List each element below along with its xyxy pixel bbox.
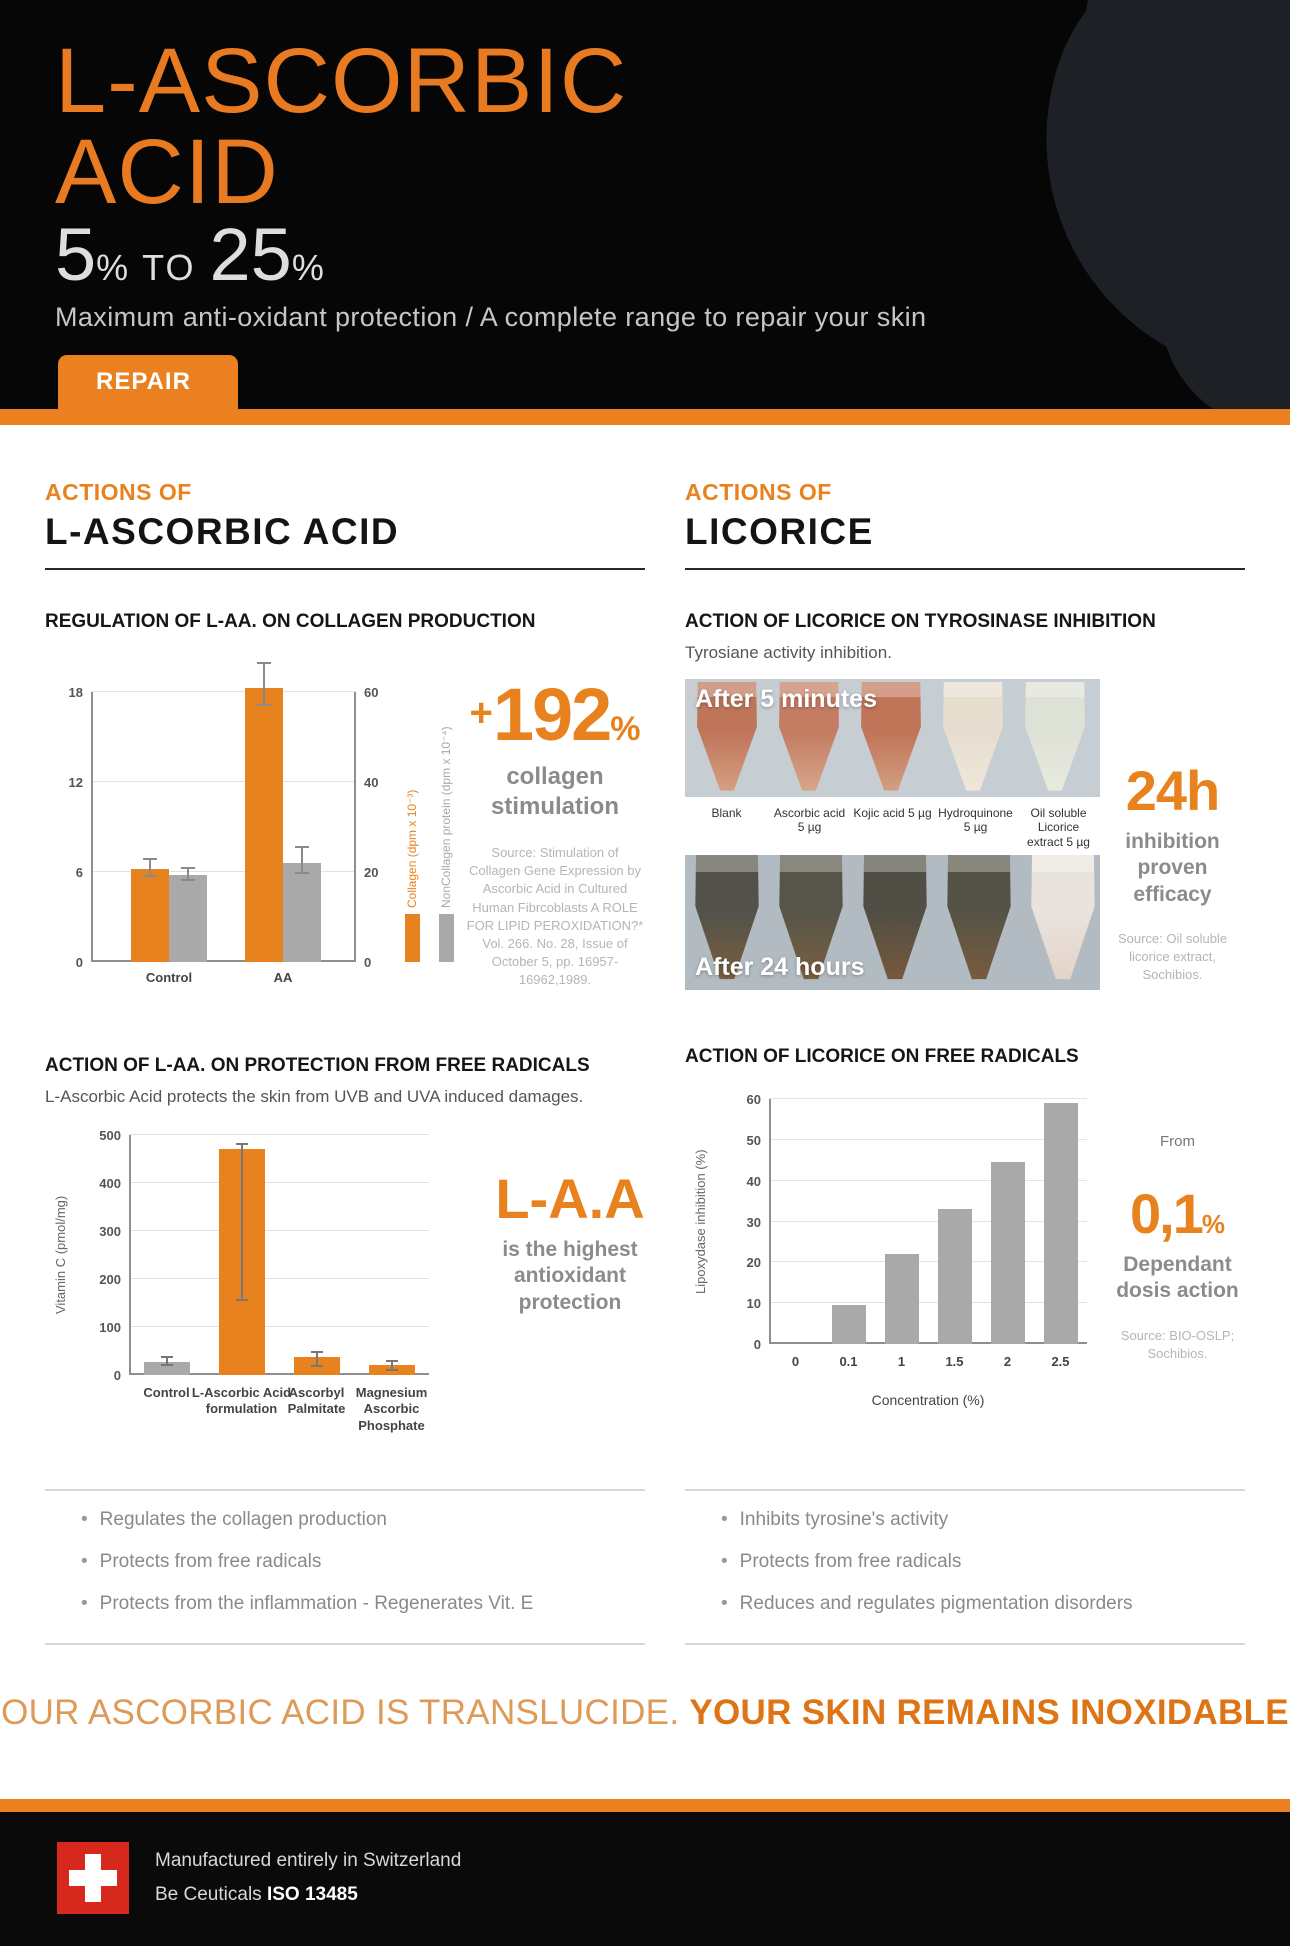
axis-tick-label: 60: [746, 1092, 761, 1107]
left-axis-tick: 6: [75, 865, 83, 880]
slogan: [0, 1693, 1290, 1733]
licorice-column: [685, 480, 1245, 1645]
bar: [169, 875, 207, 962]
bar: [991, 1162, 1025, 1344]
section-title: ACTION OF L-AA. ON PROTECTION FROM FREE RADICALS: [45, 1055, 590, 1076]
axis-tick-label: 0: [753, 1337, 761, 1352]
vitamin-c-chart: [45, 1125, 495, 1463]
l-ascorbic-acid-column: [45, 480, 645, 1645]
callout-value-line: [1110, 1182, 1245, 1245]
gridline: [769, 1221, 1087, 1222]
range-high: 25: [209, 213, 292, 296]
callout-value-line: [465, 673, 645, 756]
plot-area: [129, 1135, 429, 1375]
section-subtitle: L-Ascorbic Acid protects the skin from UVB and UVA induced damages.: [45, 1087, 584, 1106]
test-tube: [859, 855, 931, 983]
heading-rule: [685, 568, 1245, 570]
axis-tick-label: 50: [746, 1132, 761, 1148]
x-axis-line: [769, 1342, 1087, 1344]
legend-label: NonCollagen protein (dpm x 10⁻⁴): [439, 726, 453, 908]
gridline: [769, 1098, 1087, 1099]
callout-label: inhibition proven efficacy: [1125, 830, 1220, 906]
tubes-after-24-hours-photo: [685, 855, 1100, 990]
plot-area: [769, 1099, 1087, 1344]
list-item: • Inhibits tyrosine's activity: [721, 1507, 1245, 1533]
vitamin-c-chart-row: [45, 1125, 645, 1463]
bar: [832, 1305, 866, 1344]
slogan-bold: YOUR SKIN REMAINS INOXIDABLE: [689, 1693, 1289, 1732]
tube-label: Ascorbic acid 5 µg: [773, 806, 846, 835]
eyebrow: ACTIONS OF: [685, 479, 832, 505]
error-cap: [236, 1143, 248, 1145]
24h-efficacy-callout: [1100, 679, 1245, 990]
slogan-light: OUR ASCORBIC ACID IS TRANSLUCIDE.: [1, 1693, 680, 1732]
bar: [938, 1209, 972, 1344]
gridline: [129, 1278, 429, 1279]
left-axis-tick: 12: [68, 775, 83, 790]
category-label: 0: [791, 1354, 800, 1369]
error-cap: [236, 1299, 248, 1301]
category-label: Ascorbyl Palmitate: [287, 1385, 346, 1417]
tube-photos: [685, 679, 1100, 990]
callout-value: 24h: [1125, 759, 1220, 822]
axis-tick-label: 40: [746, 1173, 761, 1189]
right-axis-tick: 40: [364, 775, 379, 790]
error-cap: [295, 872, 309, 874]
category-label: AA: [273, 970, 293, 985]
callout-value: L-A.A: [495, 1167, 645, 1230]
footer-iso-badge: ISO 13485: [266, 1884, 358, 1906]
section-title: REGULATION OF L-AA. ON COLLAGEN PRODUCTION: [45, 611, 536, 632]
error-bar: [263, 664, 265, 706]
x-axis-label: Concentration (%): [871, 1392, 985, 1408]
footer-brand: Be Ceuticals: [155, 1884, 267, 1906]
bar: [131, 869, 169, 962]
header: [0, 0, 1290, 425]
callout-value: 0,1: [1130, 1182, 1202, 1245]
list-item: • Regulates the collagen production: [81, 1507, 645, 1533]
bar: [1044, 1103, 1078, 1344]
tubes-after-5-minutes-photo: [685, 679, 1100, 797]
collagen-production-chart: [45, 652, 465, 1014]
photo-caption: After 5 minutes: [695, 685, 877, 713]
test-tube: [943, 855, 1015, 983]
range-low: 5: [55, 213, 97, 296]
footer: [0, 1812, 1290, 1946]
category-label: 0.1: [839, 1354, 858, 1369]
tube-label: Hydroquinone 5 µg: [938, 806, 1013, 835]
gridline: [129, 1230, 429, 1231]
lipoxydase-chart-row: [685, 1087, 1245, 1432]
error-cap: [161, 1364, 173, 1366]
list-item: • Reduces and regulates pigmentation disorders: [721, 1591, 1245, 1617]
axis-tick-label: 0: [113, 1368, 121, 1383]
callout-value: 192: [492, 673, 611, 756]
lipoxydase-inhibition-chart: [685, 1087, 1110, 1432]
y-axis-line: [129, 1135, 131, 1375]
column-heading: LICORICE: [685, 511, 874, 552]
test-tube: [939, 682, 1007, 794]
left-axis-tick: 0: [75, 955, 83, 970]
page-title-line1: L-ASCORBIC: [55, 30, 628, 132]
error-bar: [301, 848, 303, 874]
axis-tick-label: 300: [99, 1224, 121, 1239]
error-cap: [143, 875, 157, 877]
page-title-line2: ACID: [55, 121, 279, 224]
axis-tick-label: 30: [746, 1214, 761, 1230]
plus-sign: +: [469, 691, 493, 735]
error-cap: [386, 1369, 398, 1371]
section-title: ACTION OF LICORICE ON TYROSINASE INHIBITION: [685, 611, 1156, 632]
ink-dot-decoration: [1108, 180, 1152, 224]
photo-caption: After 24 hours: [695, 953, 865, 981]
error-cap: [257, 704, 271, 706]
callout-prefix: From: [1160, 1133, 1195, 1150]
axis-tick-label: 200: [99, 1272, 121, 1287]
error-cap: [311, 1351, 323, 1353]
gridline: [769, 1261, 1087, 1262]
callout-label: is the highest antioxidant protection: [502, 1238, 638, 1314]
category-label: L-Ascorbic Acid formulation: [191, 1385, 292, 1417]
ink-dot-decoration: [1262, 330, 1288, 356]
dosis-action-callout: [1110, 1087, 1245, 1432]
source-note: Source: Oil soluble licorice extract, Sochibios.: [1117, 930, 1228, 983]
right-axis-line: [354, 692, 356, 962]
error-cap: [181, 867, 195, 869]
error-cap: [311, 1365, 323, 1367]
error-cap: [143, 858, 157, 860]
error-cap: [386, 1360, 398, 1362]
collagen-stimulation-callout: [465, 652, 645, 1014]
column-heading: L-ASCORBIC ACID: [45, 511, 400, 552]
left-axis-line: [91, 692, 93, 962]
callout-label: collagen stimulation: [490, 763, 619, 820]
section-title: ACTION OF LICORICE ON FREE RADICALS: [685, 1046, 1079, 1067]
gridline: [91, 691, 356, 692]
y-axis-label: Vitamin C (pmol/mg): [53, 1195, 68, 1315]
tube-label: Kojic acid 5 µg: [853, 806, 932, 820]
page-title: [55, 30, 628, 224]
error-cap: [161, 1356, 173, 1358]
axis-tick-label: 20: [746, 1255, 761, 1271]
callout-label: Dependant dosis action: [1116, 1253, 1239, 1303]
gridline: [769, 1180, 1087, 1181]
list-item: • Protects from free radicals: [721, 1549, 1245, 1575]
right-axis-tick: 0: [364, 955, 372, 970]
bar: [245, 688, 283, 963]
repair-tab[interactable]: [58, 355, 238, 409]
eyebrow: ACTIONS OF: [45, 479, 192, 505]
right-axis-tick: 60: [364, 685, 379, 700]
legend-swatch: [439, 914, 454, 962]
tube-labels-row: [685, 797, 1100, 855]
divider: [45, 1643, 645, 1645]
axis-tick-label: 500: [99, 1128, 121, 1143]
footer-line1: Manufactured entirely in Switzerland: [155, 1850, 462, 1871]
error-cap: [257, 662, 271, 664]
test-tube: [1027, 855, 1099, 983]
header-accent-stripe: [0, 409, 1290, 425]
swiss-flag-icon: [57, 1842, 129, 1914]
gridline: [769, 1139, 1087, 1140]
plot-area: [91, 660, 356, 962]
gridline: [129, 1134, 429, 1135]
collagen-chart-row: [45, 652, 645, 1014]
percent-sign: %: [1201, 1209, 1225, 1239]
concentration-range: [55, 212, 324, 297]
percent-sign: %: [96, 247, 129, 288]
error-cap: [295, 846, 309, 848]
header-subtitle: Maximum anti-oxidant protection / A complete range to repair your skin: [55, 302, 927, 332]
error-bar: [241, 1145, 243, 1301]
bar: [885, 1254, 919, 1344]
source-note: Source: BIO-OSLP; Sochibios.: [1120, 1327, 1235, 1361]
category-label: 1.5: [945, 1354, 964, 1369]
list-item: • Protects from free radicals: [81, 1549, 645, 1575]
footer-text: [155, 1844, 461, 1912]
benefits-list: [45, 1507, 645, 1617]
percent-sign: %: [610, 710, 641, 748]
section-subtitle: Tyrosiane activity inhibition.: [685, 643, 892, 662]
divider: [685, 1489, 1245, 1491]
error-cap: [181, 879, 195, 881]
range-to: TO: [142, 247, 196, 288]
tube-photos-row: [685, 679, 1245, 990]
category-label: 2: [1003, 1354, 1012, 1369]
heading-rule: [45, 568, 645, 570]
gridline: [129, 1182, 429, 1183]
category-label: 2.5: [1051, 1354, 1070, 1369]
repair-tab-label: REPAIR: [96, 368, 191, 395]
legend-label: Collagen (dpm x 10⁻³): [405, 789, 419, 908]
tube-label: Oil soluble Licorice extract 5 µg: [1027, 806, 1090, 849]
footer-line2: [155, 1878, 461, 1912]
left-axis-tick: 18: [68, 685, 83, 700]
bar: [283, 863, 321, 962]
axis-tick-label: 100: [99, 1320, 121, 1335]
axis-tick-label: 400: [99, 1176, 121, 1191]
divider: [685, 1643, 1245, 1645]
laa-callout: [495, 1125, 645, 1463]
y-axis-line: [769, 1099, 771, 1344]
footer-accent-stripe: [0, 1799, 1290, 1812]
category-label: 1: [897, 1354, 906, 1369]
divider: [45, 1489, 645, 1491]
test-tube: [1021, 682, 1089, 794]
flag-cross-horizontal: [69, 1870, 117, 1886]
gridline: [91, 781, 356, 782]
right-axis-tick: 20: [364, 865, 379, 880]
category-label: Control: [143, 1385, 190, 1400]
gridline: [769, 1302, 1087, 1303]
source-note: Source: Stimulation of Collagen Gene Expression by Ascorbic Acid in Cultured Human Fibrcoblasts A ROLE FOR LIPID PEROXIDATION?* Vol. 266. No. 28, Issue of October 5, pp. 16957-16962,1989.: [466, 845, 644, 988]
percent-sign: %: [291, 247, 324, 288]
axis-tick-label: 10: [746, 1296, 761, 1312]
legend-swatch: [405, 914, 420, 962]
y-axis-label: Lipoxydase inhibition (%): [693, 1149, 708, 1294]
category-label: Control: [145, 970, 193, 985]
benefits-list: [685, 1507, 1245, 1617]
category-label: Magnesium Ascorbic Phosphate: [355, 1385, 428, 1433]
tube-label: Blank: [711, 806, 742, 820]
gridline: [129, 1326, 429, 1327]
list-item: • Protects from the inflammation - Regenerates Vit. E: [81, 1591, 645, 1617]
